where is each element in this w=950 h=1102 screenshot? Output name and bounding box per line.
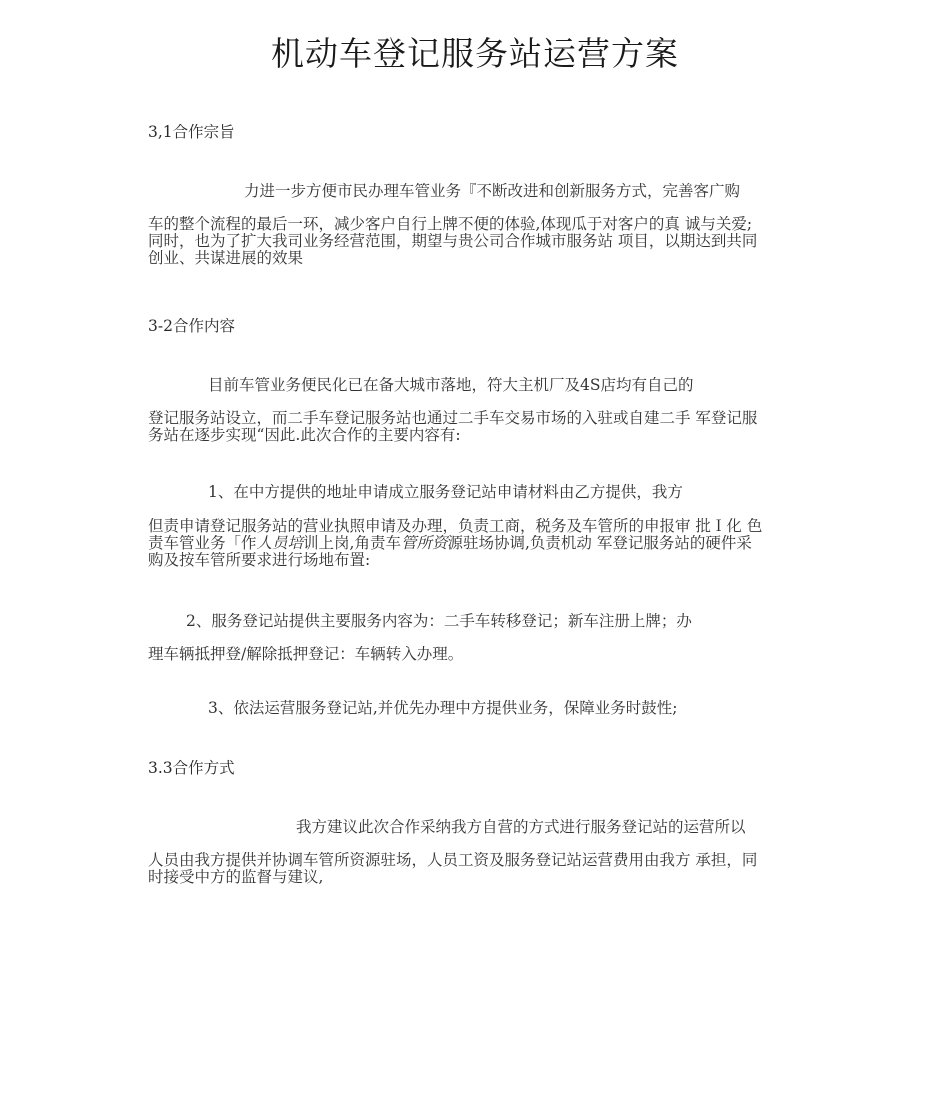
paragraph-line: 务站在逐步实现“因此.此次合作的主要内容有:	[148, 427, 461, 444]
paragraph-line: 创业、共谋进展的效果	[148, 250, 304, 267]
section-heading-3-2: 3-2合作内容	[148, 317, 235, 335]
section-3-2-lead: 目前车管业务便民化已在备大城市落地，符大主机厂及4S店均有自己的	[208, 376, 694, 394]
list-item-1-lead: 1、在中方提供的地址申请成立服务登记站申请材料由乙方提供，我方	[208, 483, 683, 501]
paragraph-line: 时接受中方的监督与建议,	[148, 869, 324, 886]
text-run: 训上岗,角责车	[303, 535, 401, 552]
list-item-2-body	[148, 646, 846, 663]
paragraph-line: 车的整个流程的最后一环，减少客户自行上牌不便的体验,体现瓜于对客户的真 诚与关爱;	[148, 216, 753, 233]
list-item-1-body	[148, 518, 846, 569]
paragraph-line: 同时，也为了扩大我司业务经营范围，期望与贵公司合作城市服务站 项目，以期达到共同	[148, 233, 758, 250]
italic-text-run: 管所资	[400, 535, 448, 552]
section-3-1-body	[148, 216, 846, 267]
text-run: 源驻场协调,负责机动 军登记服务站的硬件采	[447, 535, 752, 552]
section-3-3-lead: 我方建议此次合作采纳我方自营的方式进行服务登记站的运营所以	[296, 818, 746, 836]
paragraph-line: 理车辆抵押登/解除抵押登记：车辆转入办理。	[148, 646, 464, 663]
section-3-1-lead: 力进一步方便市民办理车管业务『不断改进和创新服务方式，完善客广购	[244, 182, 741, 200]
paragraph-line: 登记服务站设立，而二手车登记服务站也通过二手车交易市场的入驻或自建二手 军登记服	[148, 410, 758, 427]
paragraph-line: 购及按车管所要求进行场地布置:	[148, 552, 371, 569]
italic-text-run: 人员培	[256, 535, 304, 552]
section-3-2-body	[148, 410, 846, 444]
paragraph-line: 但责申请登记服务站的营业执照申请及办理，负责工商，税务及车管所的申报审 批Ｉ化 色	[148, 518, 763, 535]
section-3-3-body	[148, 852, 846, 886]
document-title: 机动车登记服务站运营方案	[271, 34, 679, 73]
paragraph-line	[148, 535, 846, 552]
paragraph-line: 人员由我方提供并协调车管所资源驻场，人员工资及服务登记站运营费用由我方 承担，同	[148, 852, 758, 869]
list-item-3: 3、依法运营服务登记站,并优先办理中方提供业务，保障业务时鼓性;	[208, 699, 678, 717]
section-heading-3-3: 3.3合作方式	[148, 759, 235, 777]
list-item-2-lead: 2、服务登记站提供主要服务内容为：二手车转移登记；新车注册上牌；办	[186, 612, 692, 630]
text-run: 责车管业务「作	[148, 535, 257, 552]
section-heading-3-1: 3,1合作宗旨	[148, 123, 235, 141]
